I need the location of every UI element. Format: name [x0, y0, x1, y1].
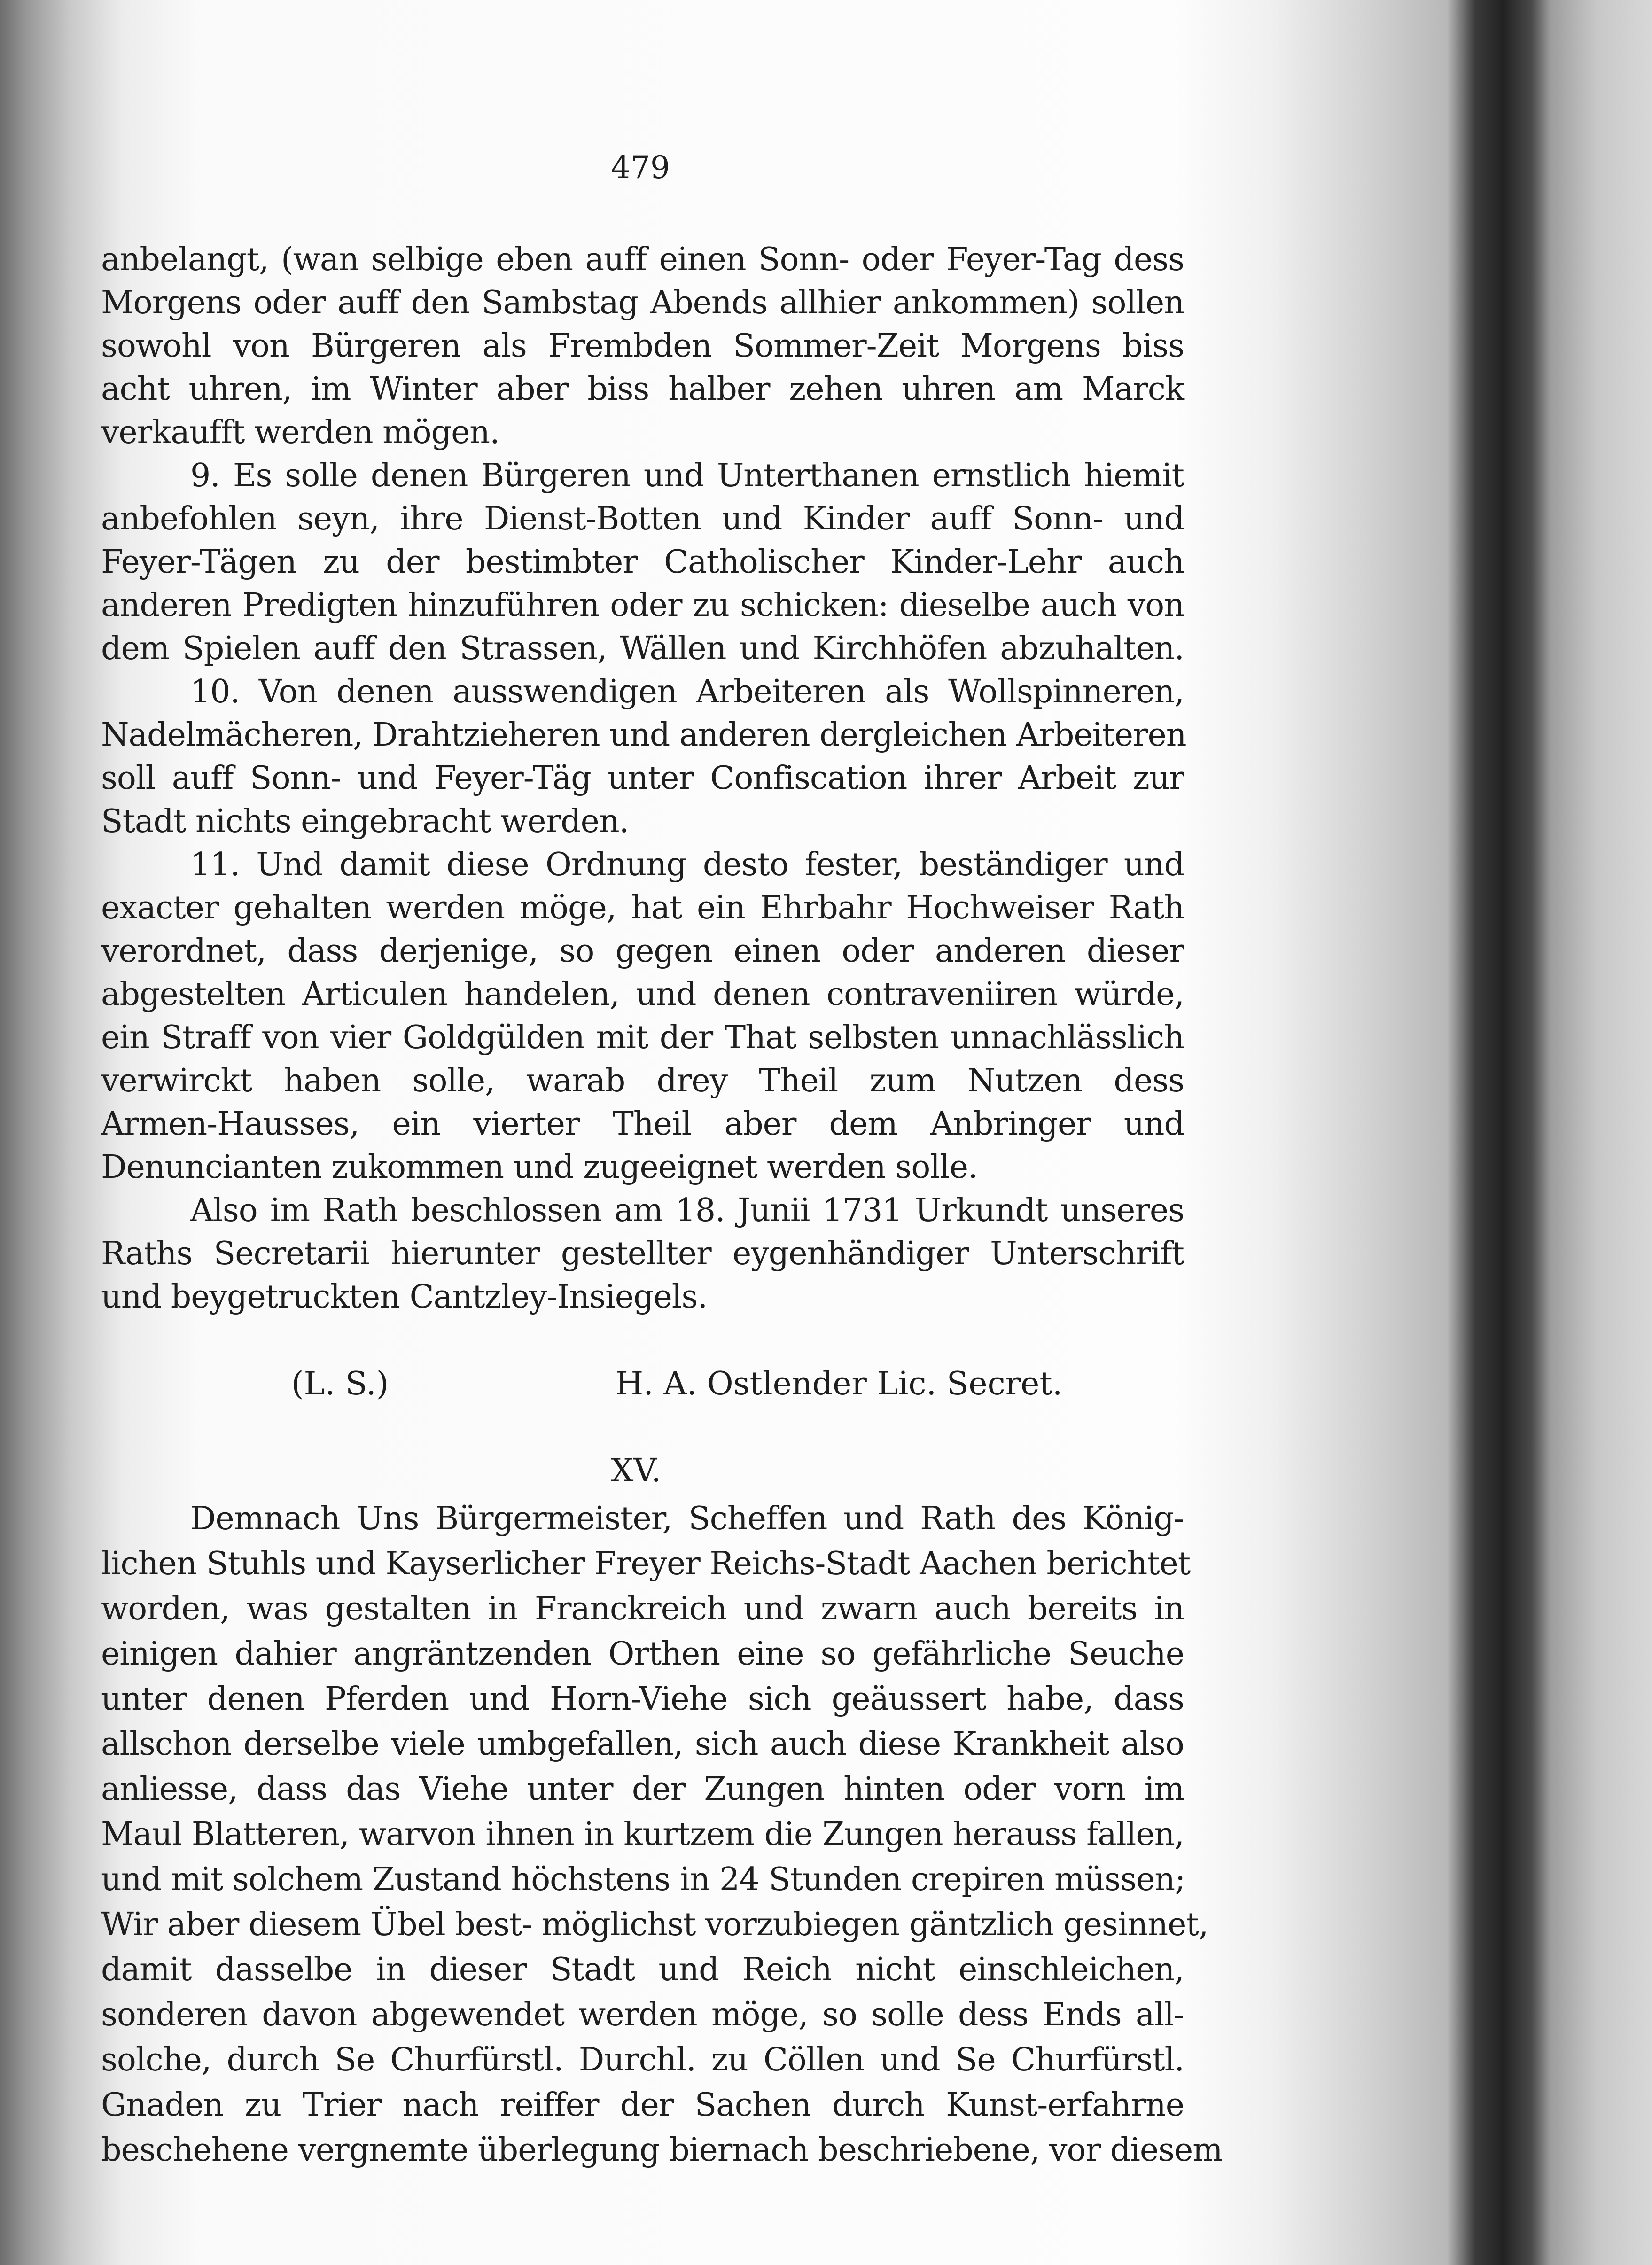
text-line: Raths Secretarii hierunter gestellter eygenhändiger Unterschrift — [101, 1235, 1184, 1272]
text-line: Gnaden zu Trier nach reiffer der Sachen durch Kunst-erfahrne — [101, 2086, 1184, 2124]
text-line: und mit solchem Zustand höchstens in 24 Stunden crepiren müssen; — [101, 1861, 1185, 1898]
text-line: Wir aber diesem Übel best- möglichst vorzubiegen gäntzlich gesinnet, — [101, 1906, 1208, 1943]
text-line: anbelangt, (wan selbige eben auff einen Sonn- oder Feyer-Tag dess — [101, 241, 1184, 278]
text-line: verkaufft werden mögen. — [101, 414, 499, 451]
body-text-block-2 — [101, 1496, 1223, 2173]
text-line: anliesse, dass das Viehe unter der Zungen hinten oder vorn im — [101, 1771, 1184, 1808]
text-line: Feyer-Tägen zu der bestimbter Catholischer Kinder-Lehr auch — [101, 544, 1184, 581]
text-line: ein Straff von vier Goldgülden mit der That selbsten unnachlässlich — [101, 1019, 1184, 1056]
text-line: worden, was gestalten in Franckreich und zwarn auch bereits in — [101, 1590, 1184, 1627]
text-line: Maul Blatteren, warvon ihnen in kurtzem die Zungen herauss fallen, — [101, 1816, 1184, 1853]
section-heading: XV. — [611, 1452, 662, 1489]
text-line: 9. Es solle denen Bürgeren und Unterthanen ernstlich hiemit — [190, 457, 1184, 494]
text-line: anderen Predigten hinzuführen oder zu schicken: dieselbe auch von — [101, 587, 1184, 624]
text-line: verordnet, dass derjenige, so gegen einen oder anderen dieser — [101, 933, 1184, 970]
text-line: verwirckt haben solle, warab drey Theil zum Nutzen dess — [101, 1062, 1184, 1099]
text-line: Armen-Hausses, ein vierter Theil aber dem Anbringer und — [101, 1105, 1184, 1143]
text-line: acht uhren, im Winter aber biss halber zehen uhren am Marck — [101, 371, 1184, 408]
text-line: Nadelmächeren, Drahtzieheren und anderen dergleichen Arbeiteren — [101, 716, 1186, 754]
text-line: sowohl von Bürgeren als Frembden Sommer-Zeit Morgens biss — [101, 327, 1184, 365]
page-number: 479 — [611, 149, 670, 186]
text-line: beschehene vergnemte überlegung biernach beschriebene, vor diesem — [101, 2132, 1223, 2169]
text-line: abgestelten Articulen handelen, und denen contraveniiren würde, — [101, 976, 1184, 1013]
signature-line: H. A. Ostlender Lic. Secret. — [616, 1365, 1063, 1402]
text-line: Also im Rath beschlossen am 18. Junii 1731 Urkundt unseres — [190, 1192, 1184, 1229]
text-line: Denuncianten zukommen und zugeeignet werden solle. — [101, 1149, 978, 1186]
text-line: einigen dahier angräntzenden Orthen eine so gefährliche Seuche — [101, 1635, 1184, 1673]
text-line: unter denen Pferden und Horn-Viehe sich geäussert habe, dass — [101, 1681, 1184, 1718]
text-line: damit dasselbe in dieser Stadt und Reich nicht einschleichen, — [101, 1951, 1184, 1988]
text-line: solche, durch Se Churfürstl. Durchl. zu Cöllen und Se Churfürstl. — [101, 2041, 1184, 2078]
body-text-block-1 — [101, 238, 1184, 1319]
text-line: und beygetruckten Cantzley-Insiegels. — [101, 1278, 708, 1315]
text-line: lichen Stuhls und Kayserlicher Freyer Reichs-Stadt Aachen berichtet — [101, 1545, 1191, 1582]
text-line: sonderen davon abgewendet werden möge, so solle dess Ends all- — [101, 1996, 1184, 2033]
text-line: exacter gehalten werden möge, hat ein Ehrbahr Hochweiser Rath — [101, 889, 1184, 926]
text-line: Morgens oder auff den Sambstag Abends allhier ankommen) sollen — [101, 284, 1184, 321]
text-line: Demnach Uns Bürgermeister, Scheffen und Rath des König- — [190, 1500, 1184, 1537]
text-line: Stadt nichts eingebracht werden. — [101, 803, 629, 840]
text-line: allschon derselbe viele umbgefallen, sich auch diese Krankheit also — [101, 1726, 1184, 1763]
text-line: 11. Und damit diese Ordnung desto fester, beständiger und — [190, 846, 1184, 883]
seal-mark: (L. S.) — [291, 1365, 389, 1402]
text-line: anbefohlen seyn, ihre Dienst-Botten und Kinder auff Sonn- und — [101, 500, 1184, 537]
text-line: 10. Von denen ausswendigen Arbeiteren als Wollspinneren, — [190, 673, 1184, 710]
text-line: dem Spielen auff den Strassen, Wällen und Kirchhöfen abzuhalten. — [101, 630, 1184, 667]
text-line: soll auff Sonn- und Feyer-Täg unter Confiscation ihrer Arbeit zur — [101, 760, 1184, 797]
